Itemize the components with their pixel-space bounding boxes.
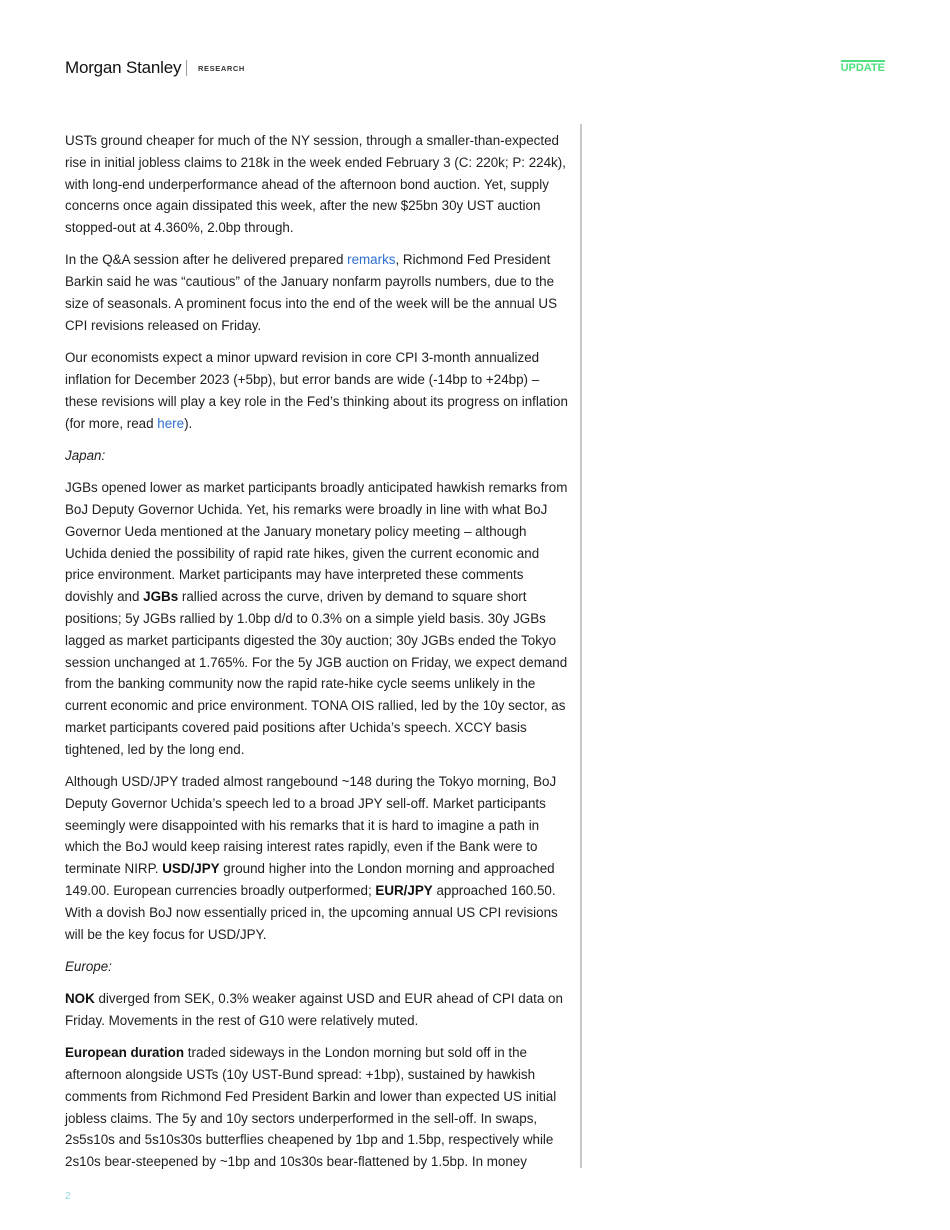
- text: ).: [184, 415, 193, 431]
- page-header: [65, 58, 885, 80]
- paragraph-cpi-revision: [65, 347, 570, 434]
- paragraph-usdjpy: [65, 771, 570, 945]
- bold-jgbs: JGBs: [143, 589, 179, 605]
- europe-heading: [65, 956, 570, 978]
- bold-eurjpy: EUR/JPY: [375, 883, 433, 898]
- paragraph-nok: [65, 988, 570, 1032]
- text: JGBs opened lower as market participants broadly anticipated hawkish remarks from BoJ Deputy Governor Uchida. Yet, his remarks were broadly in line with what BoJ Governor Ueda mentioned at the January monetary policy meeting – although Uchida denied the possibility of rapid rate hikes, given the current economic and price environment. Market participants may have interpreted these comments dovishly and: [65, 480, 568, 605]
- research-label: RESEARCH: [198, 64, 245, 73]
- japan-heading: [65, 445, 570, 467]
- text: Although USD/JPY traded almost rangebound ~148 during the Tokyo morning, BoJ Deputy Governor Uchida’s speech led to a broad JPY sell-off. Market participants seemingly were disappointed with his remarks that it is hard to imagine a path in which the BoJ would keep raising interest rates rapidly, even if the Bank were to terminate NIRP.: [65, 774, 557, 877]
- paragraph-jgbs: [65, 477, 570, 760]
- text: rallied across the curve, driven by demand to square short positions; 5y JGBs rallied by 1.0bp d/d to 0.3% on a simple yield basis. 30y JGBs lagged as market participants digested the 30y auction; 30y JGBs ended the Tokyo session unchanged at 1.765%. For the 5y JGB auction on Friday, we expect demand from the banking community now the rapid rate-hike cycle seems unlikely in the current economic and price environment. TONA OIS rallied, led by the 10y sector, as market participants covered paid positions after Uchida’s speech. XCCY basis tightened, led by the long end.: [65, 589, 568, 757]
- column-divider: [580, 124, 582, 1168]
- morgan-stanley-logo: Morgan Stanley: [65, 58, 182, 77]
- here-link[interactable]: here: [157, 415, 185, 431]
- logo-divider: [186, 60, 187, 76]
- text: diverged from SEK, 0.3% weaker against USD and EUR ahead of CPI data on Friday. Movements in the rest of G10 were relatively muted.: [65, 991, 563, 1028]
- page-number: 2: [65, 1191, 71, 1202]
- bold-european-duration: European duration: [65, 1045, 185, 1061]
- article-body: [65, 130, 570, 1184]
- europe-heading-text: Europe:: [65, 958, 112, 974]
- paragraph-european-duration: [65, 1042, 570, 1173]
- bold-usdjpy: USD/JPY: [162, 861, 220, 877]
- remarks-link[interactable]: remarks: [347, 252, 396, 268]
- text: In the Q&A session after he delivered prepared: [65, 252, 348, 268]
- text: ground higher into the London morning and approached 149.00. European currencies broadly outperformed;: [65, 861, 555, 898]
- bold-nok: NOK: [65, 991, 95, 1007]
- text: traded sideways in the London morning but sold off in the afternoon alongside USTs (10y UST-Bund spread: +1bp), sustained by hawkish comments from Richmond Fed President Barkin and lower than expected US initial jobless claims. The 5y and 10y sectors underperformed in the sell-off. In swaps, 2s5s10s and 5s10s30s butterflies cheapened by 1bp and 1.5bp, respectively while 2s10s bear-steepened by ~1bp and 10s30s bear-flattened by 1.5bp. In money: [65, 1045, 557, 1170]
- text: approached 160.50. With a dovish BoJ now essentially priced in, the upcoming annual US CPI revisions will be the key focus for USD/JPY.: [65, 883, 558, 942]
- text: Our economists expect a minor upward revision in core CPI 3-month annualized inflation for December 2023 (+5bp), but error bands are wide (-14bp to +24bp) – these revisions will play a key role in the Fed’s thinking about its progress on inflation (for more, read: [65, 350, 568, 431]
- paragraph-ust: USTs ground cheaper for much of the NY session, through a smaller-than-expected rise in initial jobless claims to 218k in the week ended February 3 (C: 220k; P: 224k), with long-end underperformance ahead of the afternoon bond auction. Yet, supply concerns once again dissipated this week, after the new $25bn 30y UST auction stopped-out at 4.360%, 2.0bp through.: [65, 133, 566, 236]
- japan-heading-text: Japan:: [65, 447, 106, 463]
- text: , Richmond Fed President Barkin said he was “cautious” of the January nonfarm payrolls numbers, due to the size of seasonals. A prominent focus into the end of the week will be the annual US CPI revisions released on Friday.: [65, 252, 558, 333]
- paragraph-barkin: [65, 249, 570, 336]
- update-badge: UPDATE: [840, 62, 885, 74]
